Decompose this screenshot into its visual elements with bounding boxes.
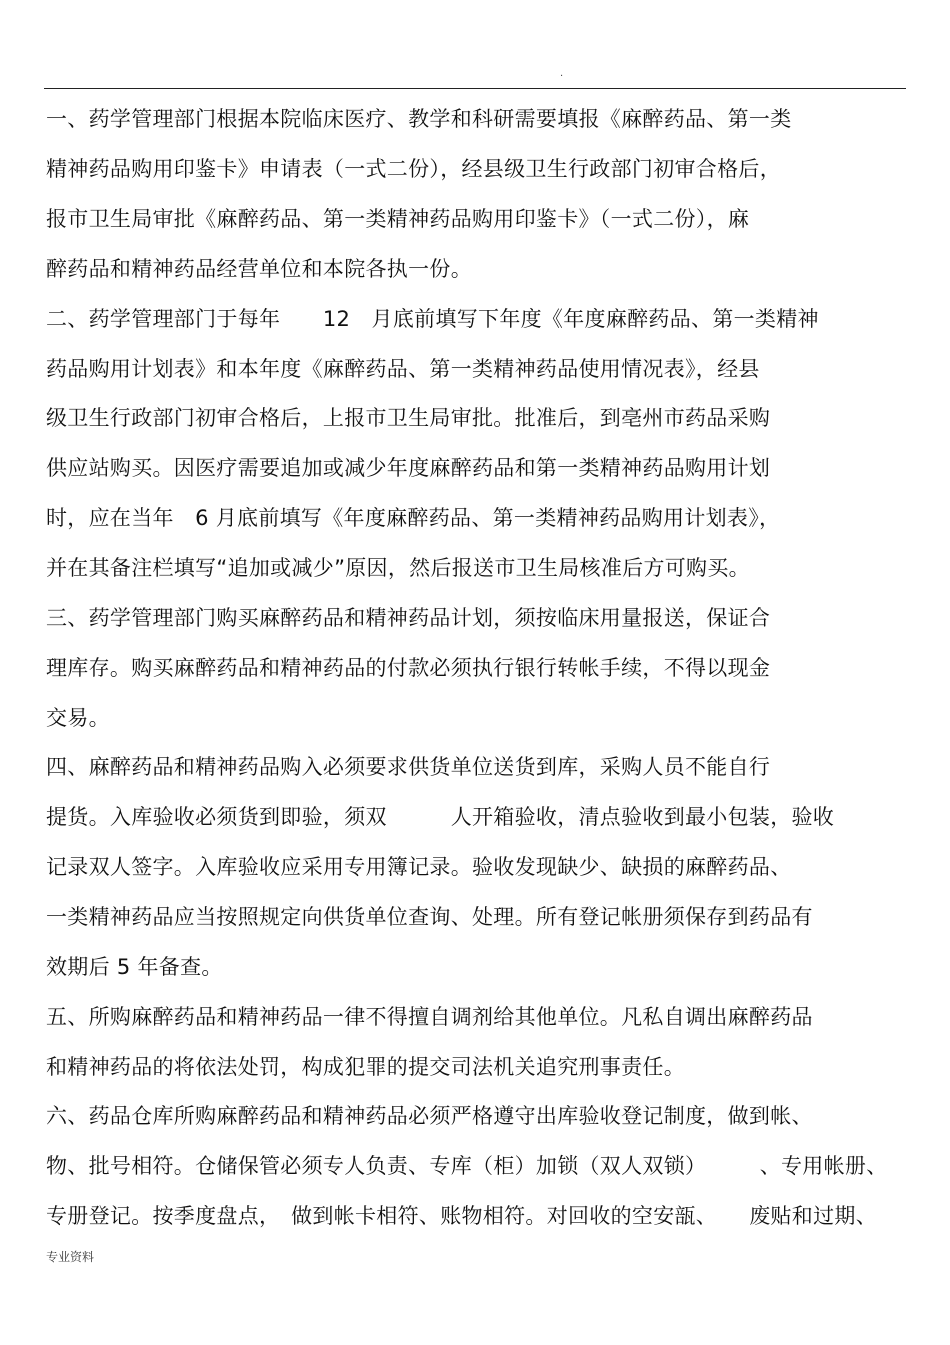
- text-line: 交易。: [46, 706, 110, 730]
- text-line: 记录双人签字。入库验收应采用专用簿记录。验收发现缺少、缺损的麻醉药品、: [46, 855, 792, 879]
- text-line: 药品购用计划表》和本年度《麻醉药品、第一类精神药品使用情况表》，经县: [46, 357, 760, 381]
- text-line: 一类精神药品应当按照规定向供货单位查询、处理。所有登记帐册须保存到药品有: [46, 905, 813, 929]
- text-line: 报市卫生局审批《麻醉药品、第一类精神药品购用印鉴卡》（一式二份），麻: [46, 207, 750, 231]
- page-footer: 专业资料: [46, 1250, 95, 1264]
- text-line: 四、麻醉药品和精神药品购入必须要求供货单位送货到库，采购人员不能自行: [46, 755, 771, 779]
- text-line: 提货。入库验收必须货到即验，须双 人开箱验收，清点验收到最小包装，验收: [46, 805, 835, 829]
- header-divider: [44, 88, 906, 89]
- text-line: 三、药学管理部门购买麻醉药品和精神药品计划，须按临床用量报送，保证合: [46, 606, 771, 630]
- text-line: 专册登记。按季度盘点， 做到帐卡相符、账物相符。对回收的空安瓿、 废贴和过期、: [46, 1204, 877, 1228]
- text-line: 二、药学管理部门于每年 12 月底前填写下年度《年度麻醉药品、第一类精神: [46, 307, 819, 331]
- header-mark: ·: [560, 71, 564, 82]
- text-line: 并在其备注栏填写“追加或减少”原因，然后报送市卫生局核准后方可购买。: [46, 556, 750, 580]
- text-line: 精神药品购用印鉴卡》申请表（一式二份），经县级卫生行政部门初审合格后，: [46, 157, 781, 181]
- text-line: 物、批号相符。仓储保管必须专人负责、专库（柜）加锁（双人双锁） 、专用帐册、: [46, 1154, 888, 1178]
- text-line: 和精神药品的将依法处罚，构成犯罪的提交司法机关追究刑事责任。: [46, 1055, 685, 1079]
- text-line: 五、所购麻醉药品和精神药品一律不得擅自调剂给其他单位。凡私自调出麻醉药品: [46, 1005, 813, 1029]
- text-line: 醉药品和精神药品经营单位和本院各执一份。: [46, 257, 472, 281]
- text-line: 效期后 5 年备查。: [46, 955, 223, 979]
- text-line: 六、药品仓库所购麻醉药品和精神药品必须严格遵守出库验收登记制度，做到帐、: [46, 1104, 813, 1128]
- text-line: 供应站购买。因医疗需要追加或减少年度麻醉药品和第一类精神药品购用计划: [46, 456, 771, 480]
- text-line: 理库存。购买麻醉药品和精神药品的付款必须执行银行转帐手续，不得以现金: [46, 656, 771, 680]
- text-line: 级卫生行政部门初审合格后，上报市卫生局审批。批准后，到亳州市药品采购: [46, 406, 771, 430]
- text-line: 时，应在当年 6 月底前填写《年度麻醉药品、第一类精神药品购用计划表》，: [46, 506, 781, 530]
- text-line: 一、药学管理部门根据本院临床医疗、教学和科研需要填报《麻醉药品、第一类: [46, 107, 792, 131]
